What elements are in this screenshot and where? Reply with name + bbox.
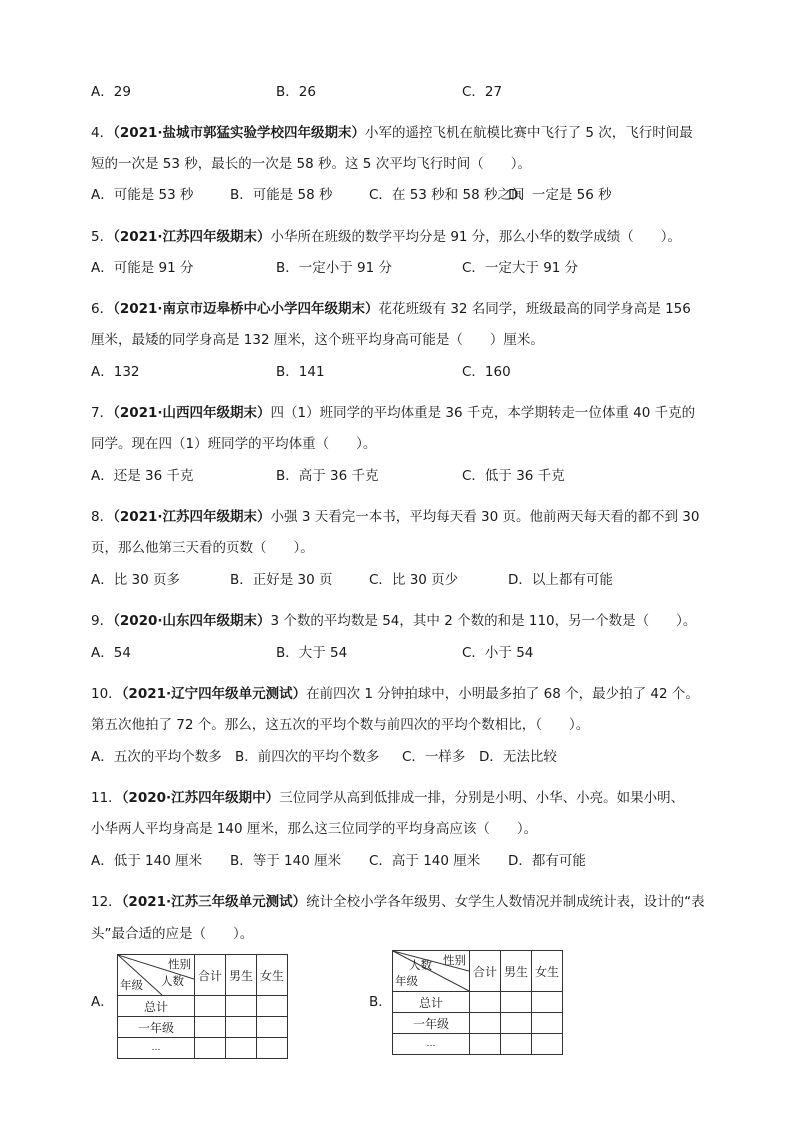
table-a-col-male: 男生 [226, 955, 257, 996]
q5-option-c[interactable]: C．一定大于 91 分 [462, 260, 579, 276]
q3-option-a[interactable]: A．29 [91, 84, 131, 100]
table-cell [226, 996, 257, 1017]
q11-text-1: 三位同学从高到低排成一排，分别是小明、小华、小亮。如果小明、 [279, 790, 685, 806]
q3-option-b[interactable]: B．26 [276, 84, 316, 100]
table-cell [257, 1038, 288, 1059]
table-cell [226, 1038, 257, 1059]
q10-option-c[interactable]: C．一样多 [402, 749, 466, 765]
q8-source: （2021·江苏四年级期末） [113, 509, 271, 525]
table-a-row-ellipsis: … [118, 1038, 195, 1059]
q7-source: （2021·山西四年级期末） [113, 405, 271, 421]
table-row [118, 1017, 288, 1038]
q6-option-c[interactable]: C．160 [462, 364, 511, 380]
table-a-header-top: 性别 [168, 957, 191, 971]
q11-line-1 [91, 789, 684, 807]
q11-source: （2020·江苏四年级期中） [121, 790, 280, 806]
q5-option-a[interactable]: A．可能是 91 分 [91, 260, 194, 276]
table-b-header-mid: 人数 [409, 958, 432, 972]
q11-number: 11． [91, 790, 122, 806]
q8-option-a[interactable]: A．比 30 页多 [91, 572, 180, 588]
q11-option-b[interactable]: B．等于 140 厘米 [230, 853, 342, 869]
q10-option-b[interactable]: B．前四次的平均个数多 [235, 749, 380, 765]
q4-option-b[interactable]: B．可能是 58 秒 [230, 187, 333, 203]
q6-option-a[interactable]: A．132 [91, 364, 140, 380]
q7-number: 7． [91, 405, 114, 421]
q7-line-1 [91, 404, 695, 422]
q6-source: （2021·南京市迈皋桥中心小学四年级期末） [113, 301, 379, 317]
q12-option-b-label[interactable]: B． [369, 994, 392, 1010]
q6-option-b[interactable]: B．141 [276, 364, 325, 380]
q10-line-2: 第五次他拍了 72 个。那么，这五次的平均个数与前四次的平均个数相比，（ ）。 [91, 717, 590, 733]
q4-line-2: 短的一次是 53 秒，最长的一次是 58 秒。这 5 次平均飞行时间（ ）。 [91, 156, 531, 172]
table-a-col-total: 合计 [195, 955, 226, 996]
q4-text-1: 小军的遥控飞机在航模比赛中飞行了 5 次，飞行时间最 [365, 125, 693, 141]
table-cell [257, 996, 288, 1017]
q10-source: （2021·辽宁四年级单元测试） [121, 686, 307, 702]
table-b-col-female: 女生 [532, 951, 563, 992]
table-a-row-grade1: 一年级 [118, 1017, 195, 1038]
q8-line-2: 页，那么他第三天看的页数（ ）。 [91, 540, 314, 556]
q5-source: （2021·江苏四年级期末） [113, 229, 271, 245]
table-b-col-total: 合计 [470, 951, 501, 992]
q4-option-a[interactable]: A．可能是 53 秒 [91, 187, 194, 203]
table-a-header-mid: 人数 [161, 974, 184, 988]
table-b-header-bottom: 年级 [395, 974, 418, 988]
q8-line-1 [91, 508, 699, 526]
q9-option-b[interactable]: B．大于 54 [276, 645, 348, 661]
q8-option-d[interactable]: D．以上都有可能 [508, 572, 613, 588]
table-a-col-female: 女生 [257, 955, 288, 996]
q11-option-d[interactable]: D．都有可能 [508, 853, 586, 869]
q12-source: （2021·江苏三年级单元测试） [121, 894, 307, 910]
q4-option-c[interactable]: C．在 53 秒和 58 秒之间 [369, 187, 525, 203]
q6-number: 6． [91, 301, 114, 317]
table-cell [195, 1017, 226, 1038]
table-cell [501, 1013, 532, 1034]
q9-text-1: 3 个数的平均数是 54，其中 2 个数的和是 110，另一个数是（ ）。 [270, 613, 697, 629]
q7-option-a[interactable]: A．还是 36 千克 [91, 468, 194, 484]
q12-table-a[interactable] [117, 954, 288, 1059]
q8-text-1: 小强 3 天看完一本书，平均每天看 30 页。他前两天每天看的都不到 30 [270, 509, 700, 525]
q4-line-1 [91, 124, 693, 142]
q12-line-2: 头”最合适的应是（ ）。 [91, 926, 254, 942]
table-b-diagonal-header [393, 951, 470, 992]
table-cell [501, 1034, 532, 1055]
q10-line-1 [91, 685, 699, 703]
table-row [393, 1034, 563, 1055]
table-cell [226, 1017, 257, 1038]
table-a-header-bottom: 年级 [120, 978, 143, 992]
q10-text-1: 在前四次 1 分钟拍球中，小明最多拍了 68 个，最少拍了 42 个。 [306, 686, 699, 702]
q11-line-2: 小华两人平均身高是 140 厘米，那么这三位同学的平均身高应该（ ）。 [91, 821, 538, 837]
q7-text-1: 四（1）班同学的平均体重是 36 千克，本学期转走一位体重 40 千克的 [270, 405, 696, 421]
table-cell [470, 992, 501, 1013]
table-row [118, 996, 288, 1017]
q4-number: 4． [91, 125, 114, 141]
table-row [393, 992, 563, 1013]
table-row [118, 1038, 288, 1059]
q12-table-b[interactable] [392, 950, 563, 1055]
table-cell [501, 992, 532, 1013]
table-cell [195, 996, 226, 1017]
q7-option-b[interactable]: B．高于 36 千克 [276, 468, 379, 484]
q11-option-c[interactable]: C．高于 140 厘米 [369, 853, 481, 869]
q6-line-1 [91, 300, 691, 318]
q3-option-c[interactable]: C．27 [462, 84, 503, 100]
table-b-row-ellipsis: … [393, 1034, 470, 1055]
q12-number: 12． [91, 894, 122, 910]
q9-source: （2020·山东四年级期末） [113, 613, 271, 629]
q12-text-1: 统计全校小学各年级男、女学生人数情况并制成统计表，设计的“表 [306, 894, 705, 910]
table-cell [532, 1013, 563, 1034]
q8-option-c[interactable]: C．比 30 页少 [369, 572, 459, 588]
q5-option-b[interactable]: B．一定小于 91 分 [276, 260, 393, 276]
table-b-row-grade1: 一年级 [393, 1013, 470, 1034]
table-row [393, 1013, 563, 1034]
table-cell [195, 1038, 226, 1059]
q9-line-1 [91, 612, 696, 630]
q9-option-a[interactable]: A．54 [91, 645, 131, 661]
table-b-row-total: 总计 [393, 992, 470, 1013]
table-a-diagonal-header [118, 955, 195, 996]
table-cell [470, 1013, 501, 1034]
table-b-col-male: 男生 [501, 951, 532, 992]
q5-line-1 [91, 228, 681, 246]
q11-option-a[interactable]: A．低于 140 厘米 [91, 853, 203, 869]
table-cell [470, 1034, 501, 1055]
q5-number: 5． [91, 229, 114, 245]
q7-option-c[interactable]: C．低于 36 千克 [462, 468, 565, 484]
table-cell [532, 992, 563, 1013]
q8-option-b[interactable]: B．正好是 30 页 [230, 572, 333, 588]
table-a-row-total: 总计 [118, 996, 195, 1017]
q9-number: 9． [91, 613, 114, 629]
table-cell [532, 1034, 563, 1055]
q10-option-a[interactable]: A．五次的平均个数多 [91, 749, 222, 765]
q7-line-2: 同学。现在四（1）班同学的平均体重（ ）。 [91, 436, 377, 452]
table-b-header-top: 性别 [443, 953, 466, 967]
q9-option-c[interactable]: C．小于 54 [462, 645, 534, 661]
q12-option-a-label[interactable]: A． [91, 994, 114, 1010]
q12-line-1 [91, 893, 705, 911]
q8-number: 8． [91, 509, 114, 525]
q6-line-2: 厘米，最矮的同学身高是 132 厘米，这个班平均身高可能是（ ）厘米。 [91, 332, 544, 348]
q10-option-d[interactable]: D．无法比较 [479, 749, 557, 765]
q5-text-1: 小华所在班级的数学平均分是 91 分，那么小华的数学成绩（ ）。 [270, 229, 682, 245]
q4-source: （2021·盐城市郭猛实验学校四年级期末） [113, 125, 366, 141]
q6-text-1: 花花班级有 32 名同学，班级最高的同学身高是 156 [378, 301, 691, 317]
q10-number: 10． [91, 686, 122, 702]
q4-option-d[interactable]: D．一定是 56 秒 [508, 187, 612, 203]
table-cell [257, 1017, 288, 1038]
